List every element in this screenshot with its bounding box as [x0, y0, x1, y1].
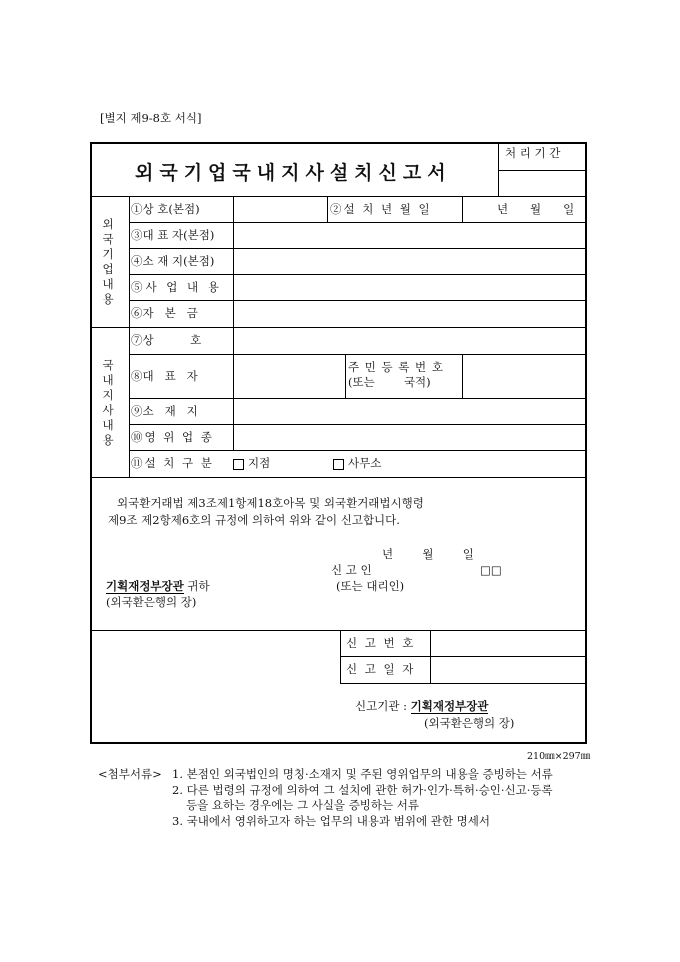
attachment-item-2: 2. 다른 법령의 규정에 의하여 그 설치에 관한 허가·인가·특허·승인·신고·등록: [172, 783, 553, 797]
office-checkbox[interactable]: [333, 459, 344, 470]
office-option[interactable]: [333, 451, 381, 477]
seal-mark: □□: [480, 563, 502, 577]
foreign-trade-name-value[interactable]: [235, 197, 327, 222]
report-date-label: 신 고 일 자: [346, 662, 416, 677]
foreign-business-label: ⑤사 업 내 용: [131, 279, 222, 294]
foreign-business-value[interactable]: [235, 275, 585, 300]
processing-period-label: 처 리 기 간: [505, 146, 561, 160]
paper-size: 210㎜×297㎜: [527, 751, 591, 762]
report-no-label: 신 고 번 호: [346, 635, 416, 650]
foreign-section-label: 외 국 기 업 내 용: [102, 217, 118, 306]
domestic-trade-name-label: ⑦상 호: [131, 333, 202, 348]
foreign-address-value[interactable]: [235, 249, 585, 274]
domestic-trade-name-value[interactable]: [235, 328, 585, 354]
domestic-address-value[interactable]: [235, 399, 585, 424]
foreign-representative-label: ③대 표 자(본점): [131, 227, 215, 242]
branch-checkbox[interactable]: [233, 459, 244, 470]
agency: [355, 701, 488, 713]
establish-date-value[interactable]: 년 월 일: [497, 201, 575, 216]
attachment-item-3: 3. 국내에서 영위하고자 하는 업무의 내용과 범위에 관한 명세서: [172, 814, 490, 828]
recipient: [106, 581, 210, 593]
foreign-capital-value[interactable]: [235, 301, 585, 327]
declaration-date[interactable]: 년 월 일: [382, 547, 474, 561]
declaration-line-2: 제9조 제2항제6호의 규정에 의하여 위와 같이 신고합니다.: [108, 513, 400, 527]
foreign-trade-name-label: ①상 호(본점): [131, 201, 200, 216]
foreign-capital-label: ⑥자 본 금: [131, 306, 198, 321]
form-title: 외국기업국내지사설치신고서: [135, 162, 452, 184]
report-date-value[interactable]: [432, 657, 585, 683]
establish-date-label: ②설 치 년 월 일: [330, 201, 432, 216]
agency-label: 신고기관 :: [355, 699, 411, 713]
domestic-representative-label: ⑧대 표 자: [131, 368, 198, 383]
proxy-label: (또는 대리인): [336, 579, 405, 593]
nationality-label: (또는 국적): [348, 375, 431, 389]
attachment-item-2-cont: 등을 요하는 경우에는 그 사실을 증빙하는 서류: [186, 798, 420, 812]
branch-option-label: 지점: [248, 456, 271, 471]
agency-alt: (외국환은행의 장): [424, 716, 515, 730]
foreign-address-label: ④소 재 지(본점): [131, 253, 215, 268]
declaration-line-1: 외국환거래법 제3조제1항제18호아목 및 외국환거래법시행령: [117, 496, 424, 510]
business-type-value[interactable]: [235, 425, 585, 450]
recipient-alt: (외국환은행의 장): [106, 595, 197, 609]
domestic-address-label: ⑨소 재 지: [131, 403, 198, 418]
resident-no-label: 주 민 등 록 번 호: [348, 360, 444, 374]
domestic-representative-value[interactable]: [235, 355, 345, 398]
report-no-value[interactable]: [432, 631, 585, 656]
form-reference: [별지 제9-8호 서식]: [100, 111, 202, 125]
domestic-section-label: 국 내 지 사 내 용: [102, 357, 118, 447]
foreign-representative-value[interactable]: [235, 223, 585, 248]
install-type-label: ⑪설 치 구 분: [131, 456, 214, 471]
resident-no-value[interactable]: [464, 355, 585, 398]
agency-name: 기획재정부장관: [410, 699, 489, 713]
attachment-item-1: 1. 본점인 외국법인의 명칭·소재지 및 주된 영위업무의 내용을 증빙하는 서류: [172, 767, 553, 781]
office-option-label: 사무소: [348, 456, 382, 471]
attachments-label: <첨부서류>: [98, 767, 162, 781]
business-type-label: ⑩영 위 업 종: [131, 429, 214, 444]
recipient-name: 기획재정부장관: [106, 579, 184, 593]
recipient-suffix: 귀하: [183, 579, 210, 593]
branch-option[interactable]: [233, 451, 270, 477]
reporter-label: 신 고 인: [331, 563, 372, 577]
